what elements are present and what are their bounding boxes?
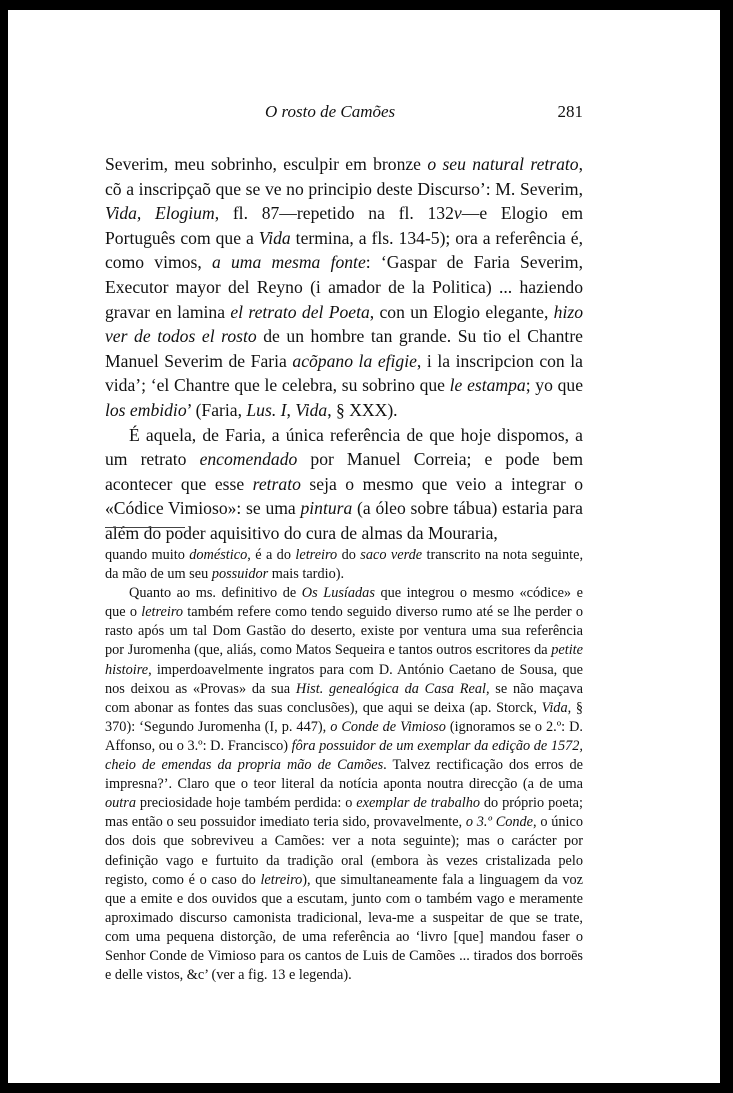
italic-run: saco verde <box>360 547 423 563</box>
text-run: , se não maçava com abonar as fontes das suas conclusões), que aqui se deixa (ap. Storck, <box>105 680 583 716</box>
body-paragraph <box>105 152 583 423</box>
text-run: do <box>337 547 361 563</box>
text-run: . Talvez rectificação dos erros de impresna?’. Claro que o teor literal da notícia aponta noutra direcção (a de uma <box>105 757 583 793</box>
italic-run: letreiro <box>260 871 303 888</box>
footnote-paragraph <box>105 546 583 584</box>
italic-run: Hist. genealógica da Casa Real <box>295 680 486 697</box>
italic-run: le estampa <box>449 375 526 396</box>
italic-run: exemplar de trabalho <box>356 795 480 812</box>
italic-run: los embidio <box>105 399 187 420</box>
main-text <box>105 152 583 546</box>
text-run: , con un Elogio elegante, <box>369 301 554 322</box>
text-run: Severim, meu sobrinho, esculpir em bronze <box>105 154 428 174</box>
text-run: ’ (Faria, <box>186 399 247 420</box>
text-run: (a óleo sobre tábua) estaria para além do poder aquisitivo do cura de almas da Mouraria, <box>105 498 583 543</box>
italic-run: Vida <box>295 399 328 420</box>
italic-run: v <box>453 203 462 224</box>
text-run: mais tardio). <box>268 566 345 583</box>
text-run: seja o mesmo que veio a integrar o «Códice Vimioso»: se uma <box>105 473 583 519</box>
text-run: ), que simultaneamente fala a linguagem da voz que a emite e dos ouvidos que a escutam, junto com o também vago e meramente aproximado discurso camonista tradicional, leva-me a suspeitar de que se trate, com uma pequena distorção, de uma referência ao ‘livro [que] mandou faser o Senhor Conde de Vimioso para os cantos de Luis de Camões ... tirados dos borroēs e delle vistos, &c’ (ver a fig. 13 e legenda). <box>105 871 584 984</box>
italic-run: fôra possuidor de um exemplar da edição de 1572, cheio de emendas da propria mão de Camões <box>105 737 584 774</box>
text-run: de un hombre tan grande. Su tio el Chantre Manuel Severim de Faria <box>105 326 583 371</box>
footnote-paragraph <box>105 584 583 985</box>
italic-run: o seu natural retrato <box>427 154 579 174</box>
italic-run: hizo ver de todos el rosto <box>105 301 583 347</box>
book-page <box>8 10 720 1083</box>
text-run: que integrou o mesmo «códice» e que o <box>105 585 583 621</box>
text-run: por Manuel Correia; e pode bem acontecer que esse <box>105 449 583 494</box>
text-run: também refere como tendo seguido diverso rumo até se lhe perder o rasto após um tal Dom Gastão do deserto, existe por ventura uma sua referência por Juromenha (que, aliás, como Matos Sequeira e tantos outros escritores da <box>105 604 583 659</box>
footnotes <box>105 546 583 985</box>
italic-run: retrato <box>252 473 301 494</box>
italic-run: pintura <box>300 498 353 519</box>
text-run: do próprio poeta; mas então o seu possuidor imediato teria sido, provavelmente, <box>105 795 583 831</box>
italic-run: o 3.º Conde <box>465 814 534 831</box>
text-run: , o único dos dois que sobreviveu a Camões: ver a nota seguinte); mas o carácter por definição vago e furtuito da tradição oral (embora às vezes cristalizada pelo registo, como é o caso do <box>105 814 584 888</box>
page-number: 281 <box>557 102 583 121</box>
running-title: O rosto de Camões <box>265 102 396 121</box>
text-run: —e Elogio em Português com que a <box>105 203 584 248</box>
text-run: Quanto ao ms. definitivo de <box>129 585 302 602</box>
text-run: , fl. 87—repetido na fl. 132 <box>214 203 454 224</box>
text-run: , é a do <box>247 547 296 563</box>
text-run: , imperdoavelmente ingratos para com D. António Caetano de Sousa, que nos deixou as «Provas» da sua <box>105 661 583 697</box>
text-run: : ‘Gaspar de Faria Severim, Executor mayor del Reyno (i amador de la Politica) ... haziendo gravar en lamina <box>105 252 584 322</box>
italic-run: Vida <box>541 699 568 716</box>
italic-run: o Conde de Vimioso <box>330 718 446 735</box>
italic-run: Vida, Elogium <box>105 203 215 224</box>
italic-run: outra <box>105 795 136 812</box>
text-run: transcrito na nota seguinte, da mão de um seu <box>105 547 584 583</box>
text-run: preciosidade hoje também perdida: o <box>135 795 357 812</box>
text-run: , cõ a inscripçaõ que se ve no principio deste Discurso’: M. Severim, <box>105 154 583 199</box>
italic-run: possuidor <box>211 566 269 583</box>
footnote-rule <box>105 527 185 528</box>
italic-run: Vida <box>258 227 291 248</box>
italic-run: petite histoire <box>105 642 583 678</box>
italic-run: encomendado <box>199 449 298 470</box>
text-run: , § 370): ‘Segundo Juromenha (I, p. 447), <box>105 699 583 735</box>
text-run: (ignoramos se o 2.º: D. Affonso, ou o 3.º: D. Francisco) <box>105 718 583 754</box>
italic-run: el retrato del Poeta <box>230 301 370 322</box>
text-run: ; yo que <box>525 375 583 396</box>
text-run: termina, a fls. 134-5); ora a referência é, como vimos, <box>105 227 583 273</box>
text-run: , i la inscripcion con la vida’; ‘el Chantre que le celebra, su sobrino que <box>105 350 583 396</box>
text-run: quando muito <box>105 547 190 563</box>
italic-run: acõpano la efigie <box>292 350 417 371</box>
text-run: , <box>286 399 296 420</box>
italic-run: letreiro <box>141 604 184 621</box>
text-run: É aquela, de Faria, a única referência de que hoje dispomos, a um retrato <box>105 424 583 470</box>
italic-run: Lus. I <box>246 399 287 420</box>
text-run: , § XXX). <box>327 399 398 420</box>
italic-run: a uma mesma fonte <box>211 252 366 273</box>
italic-run: doméstico <box>189 547 248 563</box>
italic-run: letreiro <box>295 547 338 563</box>
italic-run: Os Lusíadas <box>301 585 375 602</box>
